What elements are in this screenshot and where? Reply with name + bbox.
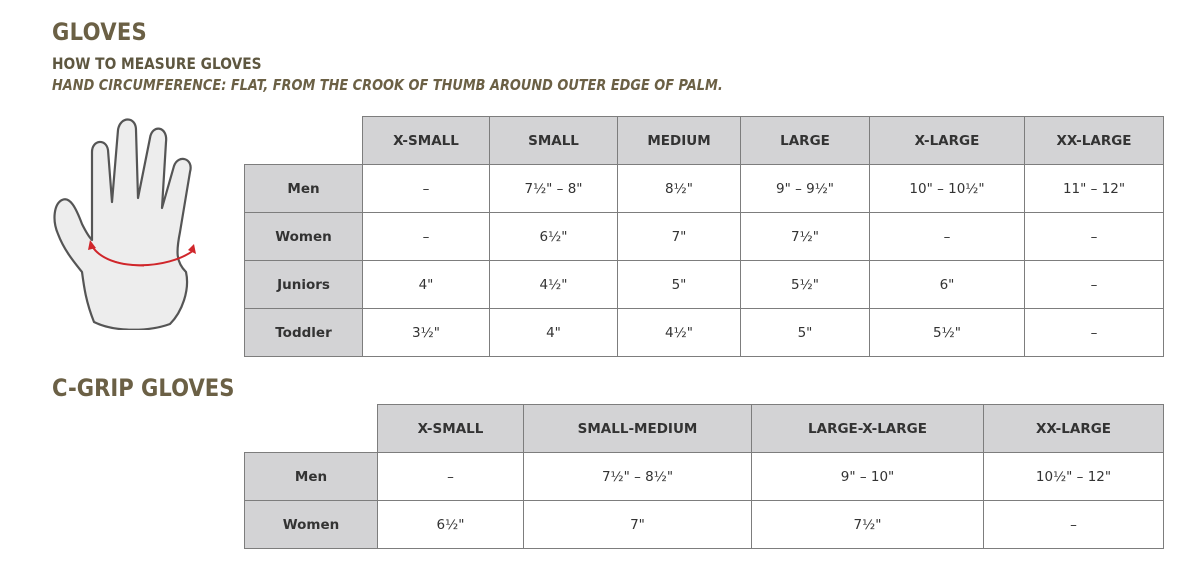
table-cell: – [1025,213,1164,261]
measure-instruction: HAND CIRCUMFERENCE: FLAT, FROM THE CROOK OF THUMB AROUND OUTER EDGE OF PALM. [52,76,723,94]
column-header: LARGE-X-LARGE [752,405,984,453]
table-cell: 7" [524,501,752,549]
table-cell: – [984,501,1164,549]
cgrip-size-table [244,404,1164,549]
table-cell: – [378,453,524,501]
row-header: Women [245,501,378,549]
table-cell: 9" – 9½" [741,165,870,213]
row-header: Juniors [245,261,363,309]
table-cell: – [363,165,490,213]
table-cell: – [363,213,490,261]
column-header: X-SMALL [363,117,490,165]
row-header: Toddler [245,309,363,357]
table-cell: 3½" [363,309,490,357]
row-header: Women [245,213,363,261]
table-cell: 5½" [870,309,1025,357]
table-cell: 10" – 10½" [870,165,1025,213]
table-cell: 7½" [741,213,870,261]
row-header: Men [245,453,378,501]
table-cell: 7½" – 8" [490,165,618,213]
column-header: XX-LARGE [1025,117,1164,165]
table-cell: 4½" [618,309,741,357]
table-row [245,453,1164,501]
table-cell: 6½" [490,213,618,261]
table-row [245,501,1164,549]
measure-subtitle: HOW TO MEASURE GLOVES [52,54,262,73]
table-cell: 9" – 10" [752,453,984,501]
table-cell: 11" – 12" [1025,165,1164,213]
table-cell: – [1025,261,1164,309]
table-cell: 10½" – 12" [984,453,1164,501]
cgrip-title: C-GRIP GLOVES [52,374,235,402]
row-header: Men [245,165,363,213]
hand-measure-icon [48,112,208,334]
table-cell: 7" [618,213,741,261]
table-cell: 5" [741,309,870,357]
table-cell: 6" [870,261,1025,309]
table-cell: 8½" [618,165,741,213]
table-cell: 7½" [752,501,984,549]
gloves-size-table [244,116,1164,357]
table-cell: 5" [618,261,741,309]
table-cell: 7½" – 8½" [524,453,752,501]
page-title: GLOVES [52,18,147,46]
table-cell: 4" [363,261,490,309]
column-header: MEDIUM [618,117,741,165]
column-header: LARGE [741,117,870,165]
column-header: X-LARGE [870,117,1025,165]
table-row [245,261,1164,309]
table-corner [245,405,378,453]
table-cell: 6½" [378,501,524,549]
table-corner [245,117,363,165]
column-header: X-SMALL [378,405,524,453]
column-header: XX-LARGE [984,405,1164,453]
table-cell: – [870,213,1025,261]
table-cell: – [1025,309,1164,357]
table-cell: 5½" [741,261,870,309]
column-header: SMALL [490,117,618,165]
table-cell: 4" [490,309,618,357]
table-row [245,309,1164,357]
table-cell: 4½" [490,261,618,309]
table-row [245,213,1164,261]
table-row [245,165,1164,213]
column-header: SMALL-MEDIUM [524,405,752,453]
